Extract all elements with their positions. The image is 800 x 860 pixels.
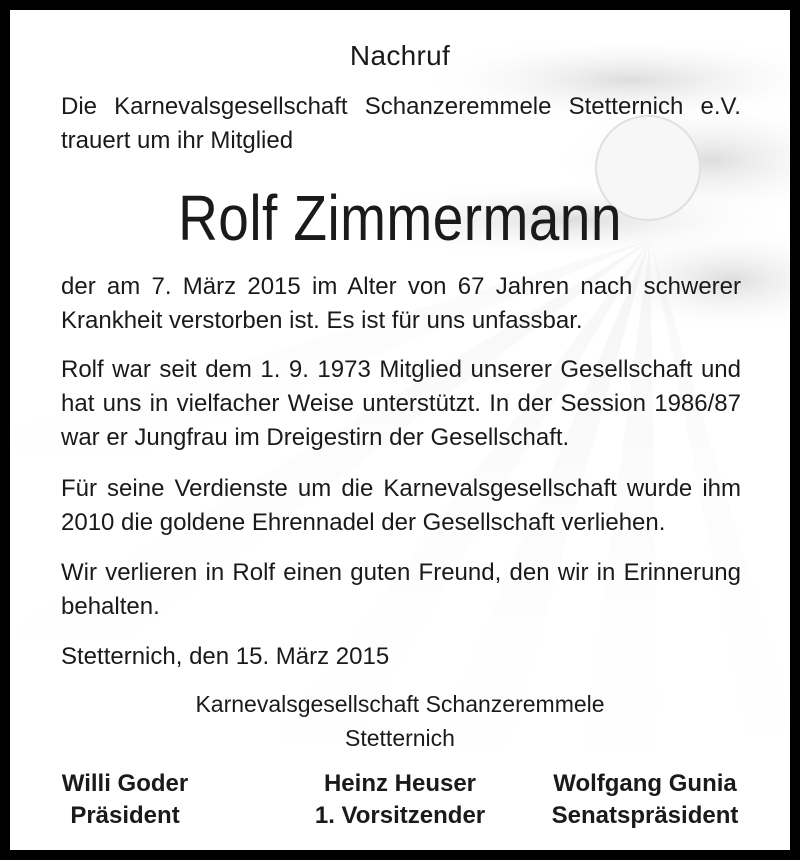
organization-location: Stetternich bbox=[345, 725, 455, 751]
place-date: Stetternich, den 15. März 2015 bbox=[61, 643, 390, 670]
signatory-2 bbox=[290, 768, 510, 832]
signatory-name: Heinz Heuser bbox=[323, 770, 477, 797]
intro-word: Die bbox=[61, 93, 98, 120]
intro-word: Schanzeremmele bbox=[364, 93, 552, 120]
intro-word: e.V. bbox=[700, 93, 741, 120]
signatory-role: 1. Vorsitzender bbox=[314, 802, 486, 829]
paragraph-membership: Rolf war seit dem 1. 9. 1973 Mitglied unserer Gesellschaft und hat uns in vielfacher Weise unterstützt. In der Session 1986/87 war er Jungfrau im Dreigestirn der Gesellschaft. bbox=[61, 356, 741, 451]
obituary-notice bbox=[10, 10, 790, 850]
notice-content bbox=[10, 10, 790, 850]
signatory-name: Willi Goder bbox=[61, 770, 189, 797]
intro-line-2: trauert um ihr Mitglied bbox=[61, 127, 294, 154]
paragraph-farewell: Wir verlieren in Rolf einen guten Freund, den wir in Erinnerung behalten. bbox=[61, 559, 741, 620]
organization-signature bbox=[10, 687, 790, 755]
notice-heading: Nachruf bbox=[349, 40, 451, 71]
deceased-name: Rolf Zimmermann bbox=[178, 182, 622, 254]
intro-word: Karnevalsgesellschaft bbox=[114, 93, 348, 120]
intro-line-1 bbox=[61, 90, 741, 124]
organization-name: Karnevalsgesellschaft Schanzeremmele bbox=[195, 691, 605, 717]
intro-text bbox=[61, 90, 741, 158]
signatory-1 bbox=[40, 768, 210, 832]
signatory-3 bbox=[530, 768, 760, 832]
signatory-role: Senatspräsident bbox=[551, 802, 739, 829]
intro-word: Stetternich bbox=[568, 93, 684, 120]
paragraph-honors: Für seine Verdienste um die Karnevalsgesellschaft wurde ihm 2010 die goldene Ehrennadel der Gesellschaft verliehen. bbox=[61, 475, 741, 536]
paragraph-death: der am 7. März 2015 im Alter von 67 Jahren nach schwerer Krankheit verstorben ist. Es ist für uns unfassbar. bbox=[61, 273, 741, 334]
signatory-name: Wolfgang Gunia bbox=[553, 770, 737, 797]
signatory-role: Präsident bbox=[70, 802, 180, 829]
